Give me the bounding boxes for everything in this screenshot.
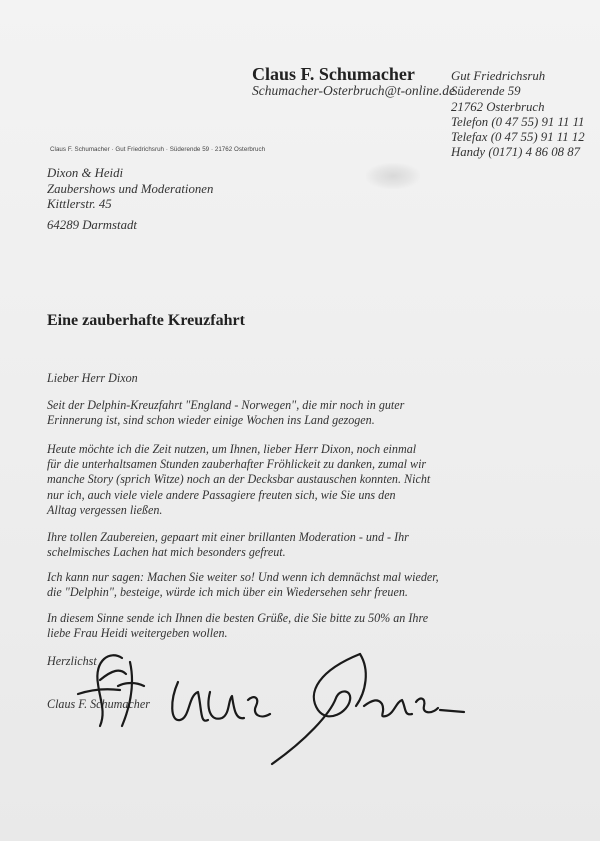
text-line: Alltag vergessen ließen. bbox=[47, 502, 163, 517]
text-line: für die unterhaltsamen Stunden zauberhafter Fröhlickeit zu danken, zumal wir bbox=[47, 457, 427, 472]
handwritten-signature bbox=[60, 640, 480, 770]
recipient-city: 64289 Darmstadt bbox=[47, 218, 137, 232]
signer-name: Claus F. Schumacher bbox=[47, 697, 150, 711]
mobile-line: Handy (0171) 4 86 08 87 bbox=[451, 145, 581, 160]
recipient-address bbox=[47, 166, 213, 213]
paragraph-2 bbox=[47, 442, 467, 518]
text-line: Seit der Delphin-Kreuzfahrt "England - Norwegen", die mir noch in guter bbox=[47, 398, 405, 412]
sender-address-block bbox=[451, 69, 585, 161]
sender-email: Schumacher-Osterbruch@t-online.de bbox=[252, 83, 455, 98]
phone-line: Telefon (0 47 55) 91 11 11 bbox=[451, 114, 585, 129]
paragraph-4 bbox=[47, 570, 467, 600]
paragraph-1 bbox=[47, 398, 467, 428]
text-line: die "Delphin", besteige, würde ich mich über ein Wiedersehen sehr freuen. bbox=[47, 585, 408, 600]
address-line: Süderende 59 bbox=[451, 84, 521, 99]
sender-name: Claus F. Schumacher bbox=[252, 64, 415, 84]
paragraph-3 bbox=[47, 530, 467, 560]
paper-smudge bbox=[366, 163, 420, 189]
text-line: In diesem Sinne sende ich Ihnen die besten Grüße, die Sie bitte zu 50% an Ihre bbox=[47, 611, 429, 625]
address-line: 21762 Osterbruch bbox=[451, 99, 545, 114]
text-line: Heute möchte ich die Zeit nutzen, um Ihnen, lieber Herr Dixon, noch einmal bbox=[47, 442, 417, 456]
text-line: Ihre tollen Zaubereien, gepaart mit einer brillanten Moderation - und - Ihr bbox=[47, 530, 409, 544]
text-line: schelmisches Lachen hat mich besonders gefreut. bbox=[47, 545, 286, 560]
text-line: manche Story (sprich Witze) noch an der Decksbar austauschen konnten. Nicht bbox=[47, 472, 431, 487]
text-line: Erinnerung ist, sind schon wieder einige Wochen ins Land gezogen. bbox=[47, 413, 375, 428]
salutation: Lieber Herr Dixon bbox=[47, 371, 138, 385]
text-line: liebe Frau Heidi weitergeben wollen. bbox=[47, 626, 228, 641]
recipient-line: Kittlerstr. 45 bbox=[47, 197, 112, 211]
text-line: nur ich, auch viele viele andere Passagiere freuten sich, wie Sie uns den bbox=[47, 487, 396, 502]
letter-subject: Eine zauberhafte Kreuzfahrt bbox=[47, 312, 245, 329]
text-line: Ich kann nur sagen: Machen Sie weiter so! Und wenn ich demnächst mal wieder, bbox=[47, 570, 439, 584]
recipient-line: Zaubershows und Moderationen bbox=[47, 181, 214, 196]
address-line: Gut Friedrichsruh bbox=[451, 69, 546, 83]
return-address-line: Claus F. Schumacher · Gut Friedrichsruh · Süderende 59 · 21762 Osterbruch bbox=[50, 146, 266, 153]
closing: Herzlichst bbox=[47, 654, 97, 668]
recipient-line: Dixon & Heidi bbox=[47, 166, 124, 180]
fax-line: Telefax (0 47 55) 91 11 12 bbox=[451, 130, 585, 145]
paragraph-5 bbox=[47, 611, 467, 641]
